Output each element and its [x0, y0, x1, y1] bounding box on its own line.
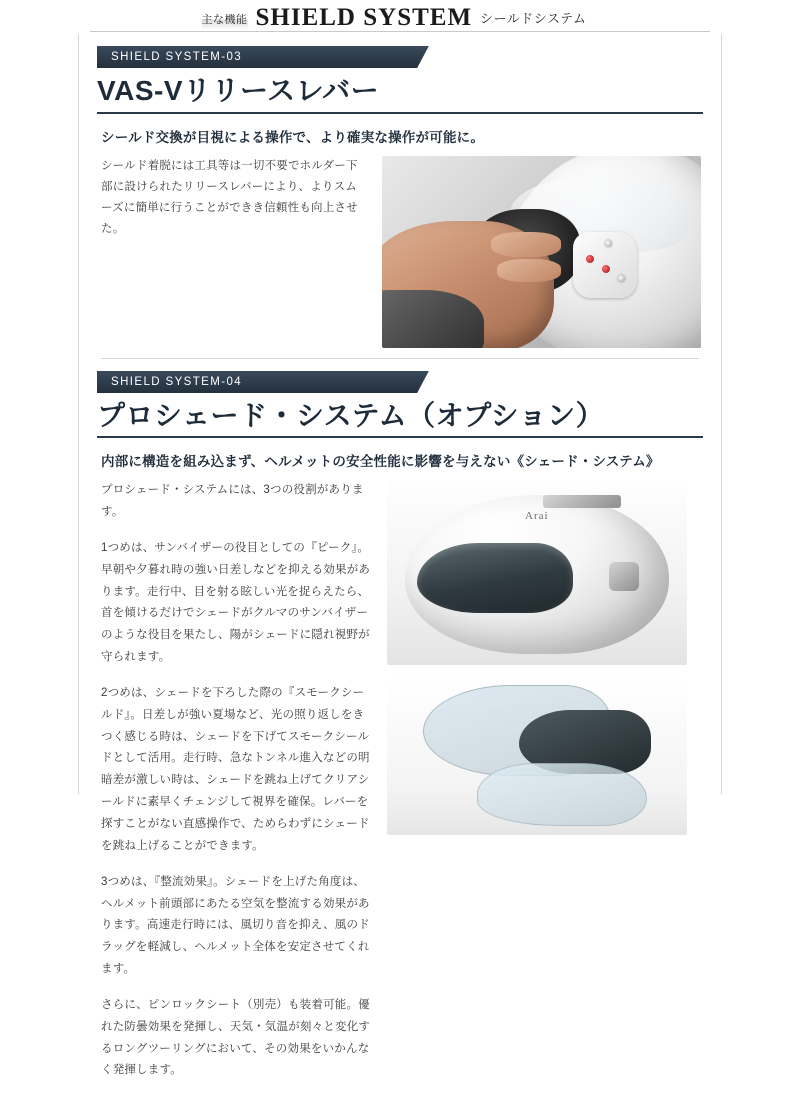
section-04-paragraph: プロシェード・システムには、3つの役割があります。	[101, 484, 364, 519]
helmet-brand-logo: Arai	[525, 509, 549, 522]
section-04-headline: プロシェード・システム（オプション）	[97, 399, 605, 431]
section-03-body	[79, 156, 721, 348]
section-03-subhead: シールド交換が目視による操作で、より確実な操作が可能に。	[101, 129, 485, 145]
section-04-photo-column	[387, 480, 687, 835]
side-vent-shape	[609, 562, 639, 592]
shade-peak-shape	[477, 763, 647, 826]
release-lever-photo	[382, 156, 701, 348]
banner-title: SHIELD SYSTEM	[255, 3, 473, 31]
section-04-paragraph: 1つめは、サンバイザーの役目としての『ピーク』。早朝や夕暮れ時の強い日差しなどを抑える効果があります。走行中、目を射る眩しい光を捉らえたら、首を傾けるだけでシェードがクルマのサンバイザーのような役目を果たし、陽がシェードに隠れ視野が守られます。	[101, 541, 371, 664]
content-frame	[78, 34, 722, 1077]
section-03-headline: VAS-Vリリースレバー	[97, 75, 380, 106]
finger-shape	[491, 232, 561, 257]
helmet-visor-shape	[417, 543, 573, 613]
section-04-subhead: 内部に構造を組み込まず、ヘルメットの安全性能に影響を与えない《シェード・システム》	[101, 454, 660, 470]
banner-underline	[90, 31, 710, 32]
section-04-rule	[97, 436, 703, 438]
page-banner	[0, 0, 800, 34]
holder-screw-icon	[618, 275, 625, 282]
section-03-label: SHIELD SYSTEM-03	[111, 51, 243, 63]
section-shield-system-03	[79, 46, 721, 348]
section-shield-system-04	[79, 371, 721, 1096]
section-04-label-bar	[97, 371, 437, 393]
proshade-helmet-photo	[387, 480, 687, 665]
banner-kicker: 主な機能	[202, 11, 248, 30]
section-03-rule	[97, 112, 703, 114]
shield-and-shade-photo	[387, 675, 687, 835]
section-divider	[101, 358, 699, 359]
banner-subtitle: シールドシステム	[480, 10, 587, 26]
section-03-text: シールド着脱には工具等は一切不要でホルダー下部に設けられたリリースレバーにより、よりスムーズに簡単に行うことができき信頼性も向上させた。	[101, 159, 358, 236]
section-04-body	[79, 480, 721, 1096]
section-03-label-bar	[97, 46, 437, 68]
section-04-paragraph: 3つめは、『整流効果』。シェードを上げた角度は、ヘルメット前頭部にあたる空気を整流する効果があります。高速走行時には、風切り音を抑え、風のドラッグを軽減し、ヘルメット全体を安定させてくれます。	[101, 875, 370, 976]
top-vent-shape	[543, 495, 621, 508]
section-04-label: SHIELD SYSTEM-04	[111, 375, 243, 388]
section-04-paragraph: さらに、ピンロックシート（別売）も装着可能。優れた防曇効果を発揮し、天気・気温が刻々と変化するロングツーリングにおいて、その効果をいかんなく発揮します。	[101, 998, 371, 1077]
finger-shape	[497, 259, 561, 282]
section-04-text	[101, 480, 373, 1096]
section-04-paragraph: 2つめは、シェードを下ろした際の『スモークシールド』。日差しが強い夏場など、光の照り返しをきつく感じる時は、シェードを下げてスモークシールドとして活用。走行時、急なトンネル進入などの明暗差が激しい時は、シェードを跳ね上げてクリアシールドに素早くチェンジして視界を確保。レバーを探すことがない直感操作で、ためらわずにシェードを跳ね上げることができます。	[101, 686, 370, 852]
